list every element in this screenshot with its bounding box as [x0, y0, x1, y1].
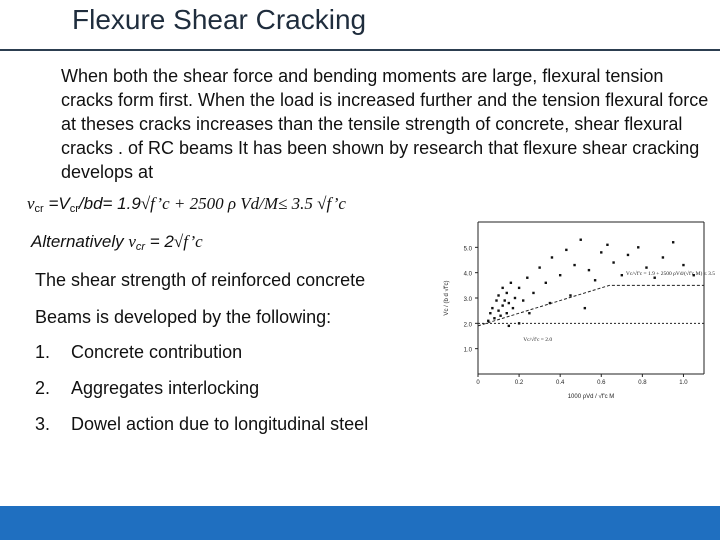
- data-point: [508, 325, 510, 327]
- data-point: [584, 307, 586, 309]
- data-point: [508, 302, 510, 304]
- data-point: [559, 274, 561, 276]
- data-point: [612, 261, 614, 263]
- list-item-1: [35, 342, 242, 363]
- x-tick-label: 0.4: [556, 380, 565, 386]
- data-point: [600, 251, 602, 253]
- data-point: [645, 266, 647, 268]
- y-tick-label: 2.0: [463, 322, 472, 329]
- data-point: [580, 239, 582, 241]
- list-item-number: 2.: [35, 378, 51, 398]
- title-underline: [0, 49, 720, 51]
- formula-mid: =V: [43, 194, 70, 213]
- data-point: [522, 299, 524, 301]
- chart-axes: [475, 222, 704, 377]
- data-point: [594, 279, 596, 281]
- data-point: [518, 322, 520, 324]
- data-point: [588, 269, 590, 271]
- data-point: [627, 254, 629, 256]
- data-point: [528, 312, 530, 314]
- data-point: [662, 256, 664, 258]
- data-point: [512, 307, 514, 309]
- data-point: [565, 249, 567, 251]
- x-axis-label: 1000 ρVd / √f'c M: [567, 394, 615, 400]
- list-item-text: Aggregates interlocking: [71, 378, 260, 398]
- x-tick-label: 0.2: [514, 380, 524, 386]
- data-point: [501, 304, 503, 306]
- data-point: [487, 320, 489, 322]
- data-point: [495, 299, 497, 301]
- formula-rest: √f’c + 2500 ρ Vd/M≤ 3.5 √f’c: [140, 194, 346, 213]
- alternative-v: v: [128, 232, 136, 251]
- alternative-root: √f’c: [173, 232, 203, 251]
- x-tick-label: 0: [476, 380, 480, 386]
- data-point: [514, 297, 516, 299]
- y-tick-label: 3.0: [463, 297, 472, 303]
- data-point: [497, 309, 499, 311]
- alternative-label: Alternatively: [31, 232, 129, 251]
- list-item-text: Concrete contribution: [71, 342, 243, 362]
- data-point: [682, 264, 684, 266]
- formula-coef: /bd= 1.9: [78, 194, 141, 213]
- slide-title: Flexure Shear Cracking: [72, 4, 367, 35]
- list-item-number: 1.: [35, 342, 51, 362]
- list-item-text: Dowel action due to longitudinal steel: [71, 414, 369, 434]
- alternative-formula: [31, 232, 203, 253]
- data-point: [573, 264, 575, 266]
- list-item-number: 3.: [35, 414, 51, 434]
- body-line-1: The shear strength of reinforced concrete: [35, 270, 366, 290]
- formula-mid-sub: cr: [69, 203, 79, 215]
- data-point: [545, 282, 547, 284]
- annotation-upper: Vc/√f'c = 1.9 + 2500 ρVd/(√f'c M) ≤ 3.5: [625, 271, 715, 278]
- footer-bar: [0, 506, 720, 540]
- y-tick-label: 5.0: [463, 246, 472, 253]
- data-point: [506, 312, 508, 314]
- x-tick-label: 0.6: [597, 380, 606, 386]
- data-point: [504, 299, 506, 301]
- data-point: [538, 266, 540, 268]
- x-tick-label: 0.8: [638, 380, 647, 386]
- data-point: [510, 282, 512, 284]
- data-point: [501, 287, 503, 289]
- data-point: [493, 317, 495, 319]
- data-point: [532, 292, 534, 294]
- list-item-3: [35, 414, 368, 435]
- y-tick-label: 1.0: [463, 347, 472, 354]
- data-point: [637, 246, 639, 248]
- data-point: [518, 287, 520, 289]
- data-point: [621, 274, 623, 276]
- formula-v-sub: cr: [34, 203, 44, 215]
- annotation-lower: Vc/√f'c = 2.0: [523, 337, 553, 344]
- data-point: [672, 241, 674, 243]
- shear-strength-chart: [436, 214, 716, 404]
- data-point: [551, 256, 553, 258]
- data-point: [549, 302, 551, 304]
- flexure-shear-formula: [27, 194, 346, 215]
- data-point: [499, 315, 501, 317]
- y-tick-label: 4.0: [463, 271, 472, 278]
- intro-paragraph: When both the shear force and bending moments are large, flexural tension cracks form first. When the load is increased further and the tension flexural force at theses cracks increases than the tensile strength of concrete, shear flexural cracks . of RC beams It has been shown by research that flexure shear cracking develops at: [61, 66, 709, 182]
- y-axis-label: Vc / (b d √f'c): [444, 280, 450, 316]
- list-item-2: [35, 378, 259, 399]
- data-point: [526, 277, 528, 279]
- body-line-2: Beams is developed by the following:: [35, 307, 332, 327]
- alternative-v-sub: cr: [135, 241, 146, 253]
- upper-design-line: [478, 285, 704, 326]
- data-point: [497, 294, 499, 296]
- chart-lines: [478, 285, 704, 326]
- formula-v: v: [27, 194, 35, 213]
- data-point: [506, 292, 508, 294]
- x-tick-label: 1.0: [679, 380, 688, 386]
- data-point: [491, 307, 493, 309]
- data-point: [489, 312, 491, 314]
- alternative-eq: = 2: [145, 232, 174, 251]
- data-point: [606, 244, 608, 246]
- data-point: [569, 294, 571, 296]
